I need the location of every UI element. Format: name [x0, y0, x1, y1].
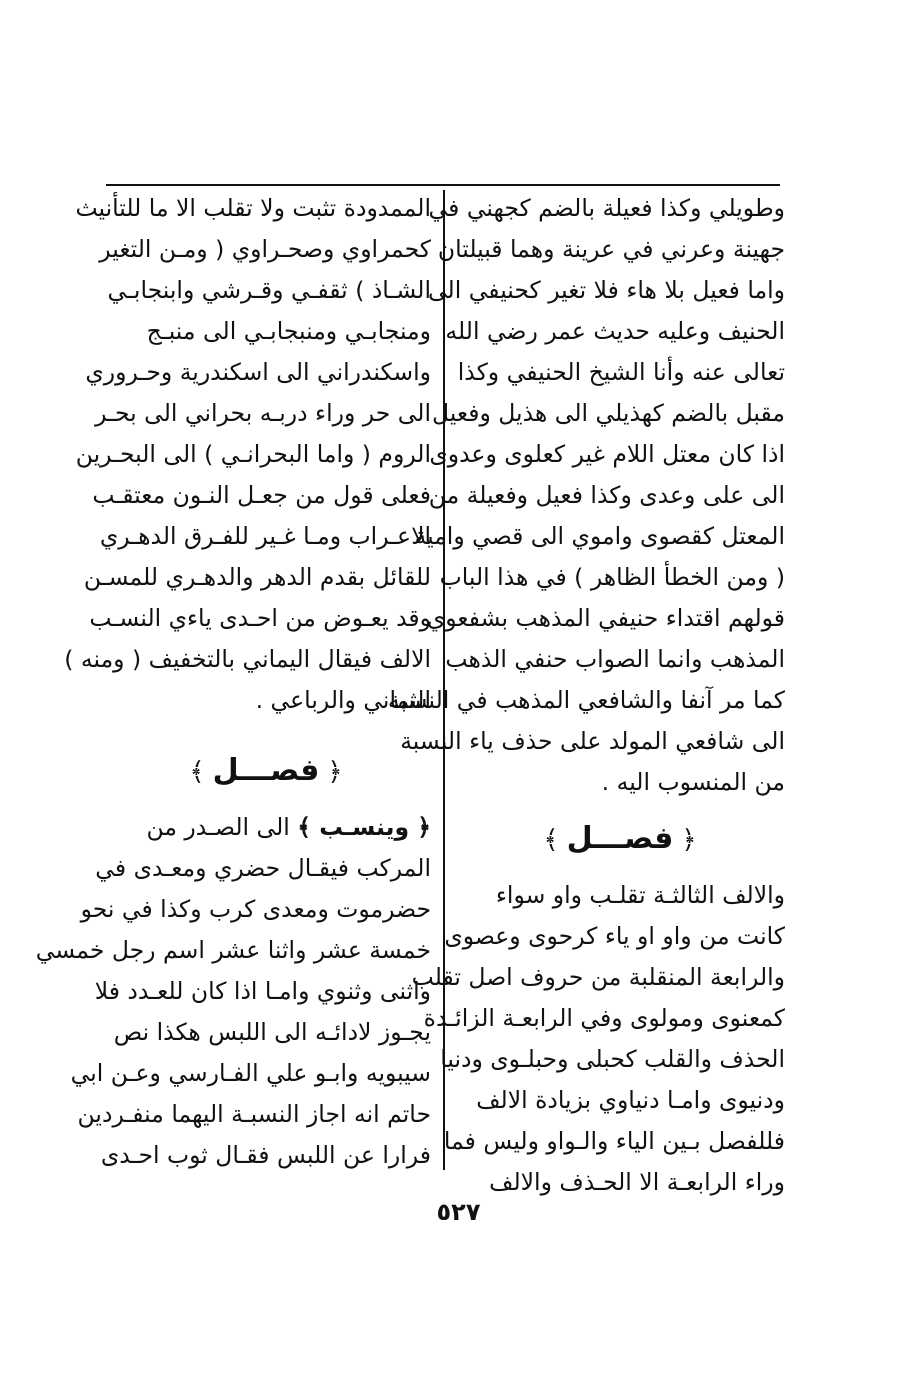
top-rule: [106, 184, 780, 186]
ornament-open: ﴿: [681, 825, 697, 855]
text-line: المركب فيقـال حضري ومعـدى في: [95, 854, 431, 882]
text-line: حاتم انه اجاز النسبـة اليهما منفـردين: [77, 1100, 431, 1128]
page-number: ٥٢٧: [436, 1198, 481, 1226]
text-line: حضرموت ومعدى كرب وكذا في نحو: [80, 895, 431, 923]
section-heading-word: فصـــل: [212, 753, 320, 788]
text-line: ومنجابـي ومنبجابـي الى منبـج: [146, 317, 431, 345]
text-line: جهينة وعرني في عرينة وهما قبيلتان: [437, 235, 785, 263]
text-line: والرابعة المنقلبة من حروف اصل تقلب: [411, 963, 785, 991]
text-line: الى حر وراء دربـه بحراني الى بحـر: [95, 399, 431, 427]
text-line: الممدودة تثبت ولا تقلب الا ما للتأنيث: [75, 194, 431, 222]
right-column: [387, 188, 785, 1203]
text-line: اذا كان معتل اللام غير كعلوى وعدوى: [429, 440, 785, 468]
text-line: يجـوز لادائـه الى اللبس هكذا نص: [113, 1018, 431, 1046]
text-line: فللفصل بـين الياء والـواو وليس فما: [443, 1127, 785, 1155]
section-heading: [455, 811, 785, 867]
ornament-close: ﴾: [543, 825, 559, 855]
section-heading: [101, 743, 431, 799]
lead-rest: الى الصـدر من: [146, 813, 298, 841]
text-line: وراء الرابعـة الا الحـذف والالف: [489, 1168, 785, 1196]
section-heading-word: فصـــل: [566, 821, 674, 856]
text-line: ( ومن الخطأ الظاهر ) في هذا الباب: [439, 563, 785, 591]
text-line: الى شافعي المولد على حذف ياء النسبة: [400, 727, 785, 755]
text-line: وطويلي وكذا فعيلة بالضم كجهني في: [428, 194, 785, 222]
text-line: واثنى وثنوي وامـا اذا كان للعـدد فلا: [94, 977, 431, 1005]
text-line: ودنيوى وامـا دنياوي بزيادة الالف: [476, 1086, 785, 1114]
text-line: الحذف والقلب كحبلى وحبلـوى ودنيا: [440, 1045, 785, 1073]
text-line: خمسة عشر واثنا عشر اسم رجل خمسي: [35, 936, 431, 964]
ornament-open: ﴿: [327, 757, 343, 787]
text-line: كانت من واو او ياء كرحوى وعصوى: [444, 922, 785, 950]
text-line: والالف الثالثـة تقلـب واو سواء: [495, 881, 785, 909]
text-line: [101, 807, 431, 848]
text-line: سيبويه وابـو علي الفـارسي وعـن ابي: [70, 1059, 431, 1087]
text-line: الحنيف وعليه حديث عمر رضي الله: [445, 317, 785, 345]
text-line: الالف فيقال اليماني بالتخفيف ( ومنه ): [64, 645, 431, 673]
text-line: وقد يعـوض من احـدى ياءي النسـب: [89, 604, 431, 632]
text-line: الثماني والرباعي .: [255, 686, 431, 714]
text-line: المعتل كقصوى واموي الى قصي وامية: [414, 522, 785, 550]
text-line: من المنسوب اليه .: [601, 768, 785, 796]
text-line: فعلى قول من جعـل النـون معتقـب: [92, 481, 431, 509]
text-line: تعالى عنه وأنا الشيخ الحنيفي وكذا: [457, 358, 785, 386]
ornament-close: ﴾: [189, 757, 205, 787]
text-line: واسكندراني الى اسكندرية وحـروري: [85, 358, 431, 386]
text-line: الشـاذ ) ثقفـي وقـرشي وابنجابـي: [107, 276, 431, 304]
lead-term: ﴿ وينسـب ﴾: [297, 813, 431, 841]
text-line: فرارا عن اللبس فقـال ثوب احـدى: [100, 1141, 431, 1169]
text-line: كحمراوي وصحـراوي ( ومـن التغير: [99, 235, 431, 263]
text-line: الى على وعدى وكذا فعيل وفعيلة من: [428, 481, 785, 509]
left-column: [35, 188, 431, 1176]
text-line: الروم ( واما البحرانـي ) الى البحـرين: [75, 440, 431, 468]
text-line: قولهم اقتداء حنيفي المذهب بشفعوي: [426, 604, 785, 632]
text-line: المذهب وانما الصواب حنفي الذهب: [445, 645, 785, 673]
text-line: كما مر آنفا والشافعي المذهب في النسبة: [387, 686, 785, 714]
text-line: مقبل بالضم كهذيلي الى هذيل وفعيل: [431, 399, 785, 427]
text-line: للقائل بقدم الدهر والدهـري للمسـن: [83, 563, 431, 591]
text-line: واما فعيل بلا هاء فلا تغير كحنيفي الى: [427, 276, 785, 304]
text-line: كمعنوى ومولوى وفي الرابعـة الزائـدة: [423, 1004, 785, 1032]
text-line: الاعـراب ومـا غـير للفـرق الدهـري: [99, 522, 431, 550]
